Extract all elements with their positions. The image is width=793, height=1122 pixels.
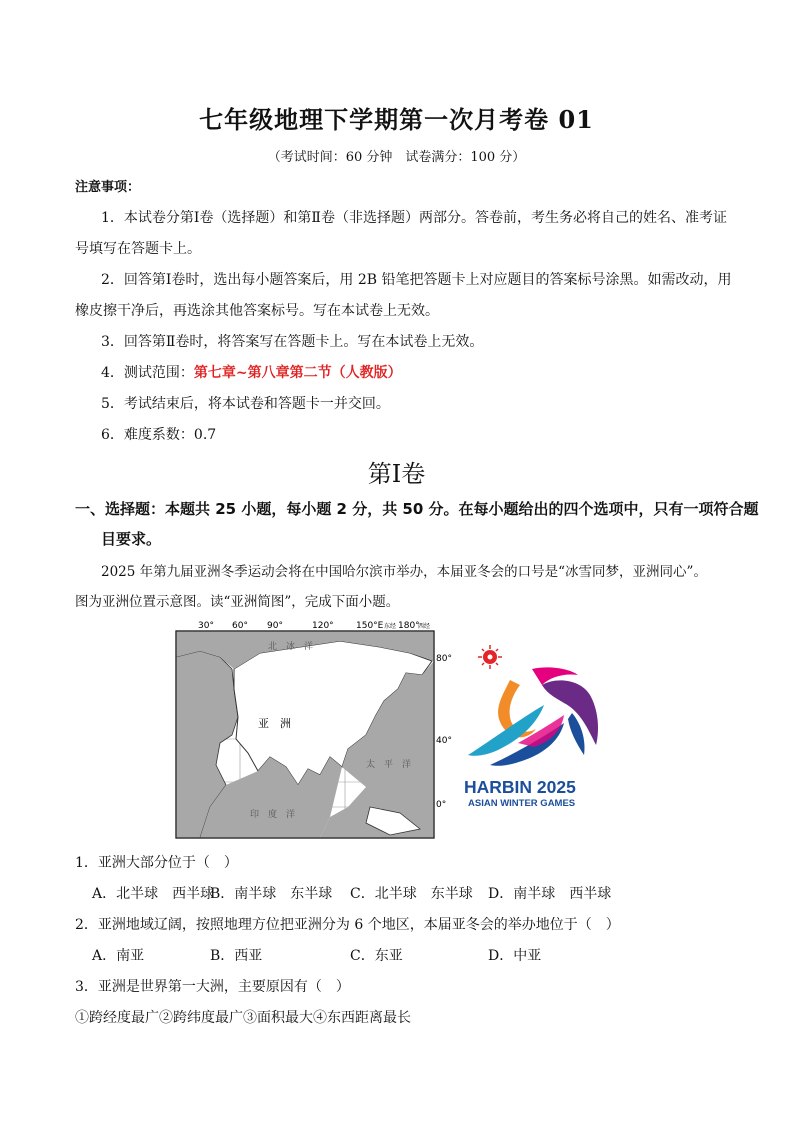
asia-map [170, 617, 460, 842]
lon-label-30: 30° [198, 621, 214, 631]
section-heading-line-2: 目要求。 [101, 530, 162, 548]
notice-item-3: 3．回答第Ⅱ卷时，将答案写在答题卡上。写在本试卷上无效。 [101, 334, 484, 350]
question-2-option-b: B．西亚 [210, 948, 263, 964]
notice-item-2-line-2: 橡皮擦干净后，再选涂其他答案标号。写在本试卷上无效。 [75, 303, 439, 319]
notice-item-2-line-1: 2．回答第Ⅰ卷时，选出每小题答案后，用 2B 铅笔把答题卡上对应题目的答案标号涂黑。如需改动，用 [101, 272, 732, 288]
page-title: 七年级地理下学期第一次月考卷 01 [199, 105, 594, 134]
lat-label-40: 40° [436, 736, 452, 746]
question-2-option-d: D．中亚 [488, 948, 542, 964]
harbin-2025-logo [460, 645, 610, 810]
lon-label-180: 180° [398, 621, 420, 631]
lon-suffix-east: 东经 [384, 623, 397, 630]
lat-label-80: 80° [436, 654, 452, 664]
question-1-option-b: B．南半球 东半球 [210, 886, 333, 902]
question-1-option-d: D．南半球 西半球 [488, 886, 612, 902]
question-2-option-c: C．东亚 [350, 948, 403, 964]
question-3-statements: ①跨经度最广②跨纬度最广③面积最大④东西距离最长 [75, 1010, 411, 1026]
question-1-stem: 1．亚洲大部分位于（ ） [75, 855, 238, 871]
ocean-label-arctic: 北 冰 洋 [268, 642, 314, 652]
logo-event-name: ASIAN WINTER GAMES [468, 798, 576, 809]
intro-line-2: 图为亚洲位置示意图。读“亚洲简图”，完成下面小题。 [75, 594, 400, 610]
lon-label-60: 60° [232, 621, 248, 631]
continent-label: 亚 洲 [258, 717, 291, 730]
ocean-label-pacific: 太 平 洋 [366, 760, 412, 770]
notice-item-5: 5．考试结束后，将本试卷和答题卡一并交回。 [101, 396, 390, 412]
question-1-option-c: C．北半球 东半球 [350, 886, 473, 902]
exam-info: （考试时间：60 分钟 试卷满分：100 分） [267, 150, 526, 165]
notice-heading: 注意事项： [75, 180, 141, 195]
question-1-option-a: A．北半球 西半球 [92, 886, 215, 902]
lon-label-150: 150°E [356, 621, 384, 631]
test-range: 第七章~第八章第二节（人教版） [193, 365, 402, 381]
lon-label-120: 120° [312, 621, 334, 631]
logo-city-year: HARBIN 2025 [464, 777, 576, 797]
notice-item-1-line-2: 号填写在答题卡上。 [75, 241, 201, 257]
notice-item-4 [101, 362, 402, 382]
intro-line-1: 2025 年第九届亚洲冬季运动会将在中国哈尔滨市举办，本届亚冬会的口号是“冰雪同梦，亚洲同心”。 [101, 564, 707, 580]
lon-suffix-west: 西经 [418, 623, 431, 630]
section-title: 第Ⅰ卷 [367, 460, 426, 488]
section-heading-line-1: 一、选择题：本题共 25 小题，每小题 2 分，共 50 分。在每小题给出的四个选项中，只有一项符合题 [75, 500, 759, 518]
lon-label-90: 90° [267, 621, 283, 631]
question-2-stem: 2．亚洲地域辽阔，按照地理方位把亚洲分为 6 个地区，本届亚冬会的举办地位于（ ） [75, 917, 620, 933]
ocean-label-indian: 印 度 洋 [250, 810, 296, 820]
skater-ribbon-icon [468, 667, 598, 765]
notice-item-6: 6．难度系数：0.7 [101, 427, 217, 443]
question-2-option-a: A．南亚 [92, 948, 145, 964]
question-3-stem: 3．亚洲是世界第一大洲，主要原因有（ ） [75, 979, 350, 995]
lat-label-0: 0° [436, 800, 447, 810]
sun-emblem-icon [478, 645, 502, 669]
notice-item-4-prefix: 4．测试范围： [101, 365, 194, 381]
notice-item-1-line-1: 1．本试卷分第Ⅰ卷（选择题）和第Ⅱ卷（非选择题）两部分。答卷前，考生务必将自己的姓名、准考证 [101, 210, 727, 226]
